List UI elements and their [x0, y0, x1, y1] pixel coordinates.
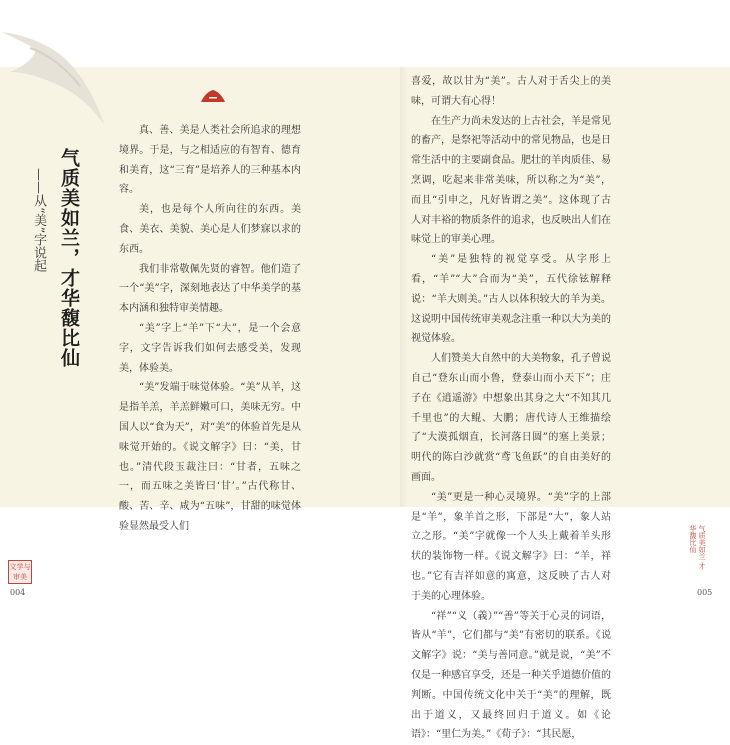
red-seal-mark	[201, 90, 225, 102]
paragraph: 美，也是每个人所向往的东西。美食、美衣、美貌、美心是人们梦寐以求的东西。	[119, 204, 301, 255]
paragraph: “美”更是一种心灵境界。“美”字的上部是“羊”，象羊首之形，下部是“大”，象人站立之形。“美”字就像一个人头上戴着羊头形状的装饰物一样。《说文解字》曰：“羊，祥也。”它有吉祥如意的寓意，这反映了古人对于美的心理体验。	[411, 491, 611, 602]
book-gutter	[400, 67, 408, 507]
running-head-right: 气质美如兰 才华馥比仙	[689, 525, 706, 570]
article-title: 气质美如兰，才华馥比仙	[58, 148, 80, 368]
article-subtitle: ——从“美”字说起	[31, 168, 46, 273]
paragraph: 人们赞美大自然中的大美物象，孔子曾说自己“登东山而小鲁，登泰山而小天下”；庄子在《逍遥游》中想象出其身之大“不知其几千里也”的大鲲、大鹏；唐代诗人王维描绘了“大漠孤烟直，长河落日圆”的塞上美景；明代的陈白沙就赏“鸢飞鱼跃”的自由美好的画面。	[411, 353, 611, 483]
page-number-right: 005	[697, 588, 713, 597]
paragraph: 真、善、美是人类社会所追求的理想境界。于是，与之相适应的有智育、德育和美育，这“三育”是培养人的三种基本内容。	[119, 125, 301, 196]
right-column-text	[411, 72, 611, 745]
page-band	[0, 67, 730, 507]
paragraph: 在生产力尚未发达的上古社会，羊是常见的畜产，是祭祀等活动中的常见物品，也是日常生活中的主要副食品。肥壮的羊肉质佳、易烹调，吃起来非常美味，所以称之为“美”，而且“引申之，凡好皆谓之美”。这体现了古人对丰裕的物质条件的追求，也反映出人们在味觉上的审美心理。	[411, 115, 611, 246]
paragraph: “美”字上“羊”下“大”，是一个会意字，文字告诉我们如何去感受美，发现美，体验美。	[119, 322, 301, 374]
left-column-text	[119, 121, 301, 537]
paragraph: 喜爱，故以甘为“美”。古人对于舌尖上的美味，可谓大有心得！	[411, 76, 611, 107]
section-badge	[8, 560, 32, 584]
paragraph: “祥”“义（義）”“善”等关于心灵的词语，皆从“羊”，它们都与“美”有密切的联系。《说文解字》说：“美与善同意。”就是说，“美”不仅是一种感官享受，还是一种关乎道德价值的判断。中国传统文化中关于“美”的理解，既出于道义，又最终回归于道义。如《论语》：“里仁为美。”《荀子》：“其民愿，	[411, 610, 611, 741]
paragraph: “美”发端于味觉体验。“美”从羊，这是指羊羔，羊羔鲜嫩可口，美味无穷。中国人以“食为天”，对“美”的体验首先是从味觉开始的。《说文解字》曰：“美，甘也。”清代段玉裁注曰：“甘者，五味之一，而五味之美皆曰‘甘’。”古代称甘、酸、苦、辛、咸为“五味”，甘甜的味觉体验显然最受人们	[119, 382, 301, 532]
ink-brush-decoration	[0, 28, 110, 128]
paragraph: “美”是独特的视觉享受。从字形上看，“羊”“大”合而为“美”，五代徐铉解释说：“羊大则美。”古人以体积较大的羊为美。这说明中国传统审美观念注重一种以大为美的视觉体验。	[411, 254, 611, 345]
page-number-left: 004	[10, 588, 26, 597]
paragraph: 我们非常敬佩先贤的睿智。他们造了一个“美”字，深刻地表达了中华美学的基本内涵和独特审美情趣。	[119, 263, 301, 315]
section-badge-text: 文学与审美	[9, 563, 31, 581]
